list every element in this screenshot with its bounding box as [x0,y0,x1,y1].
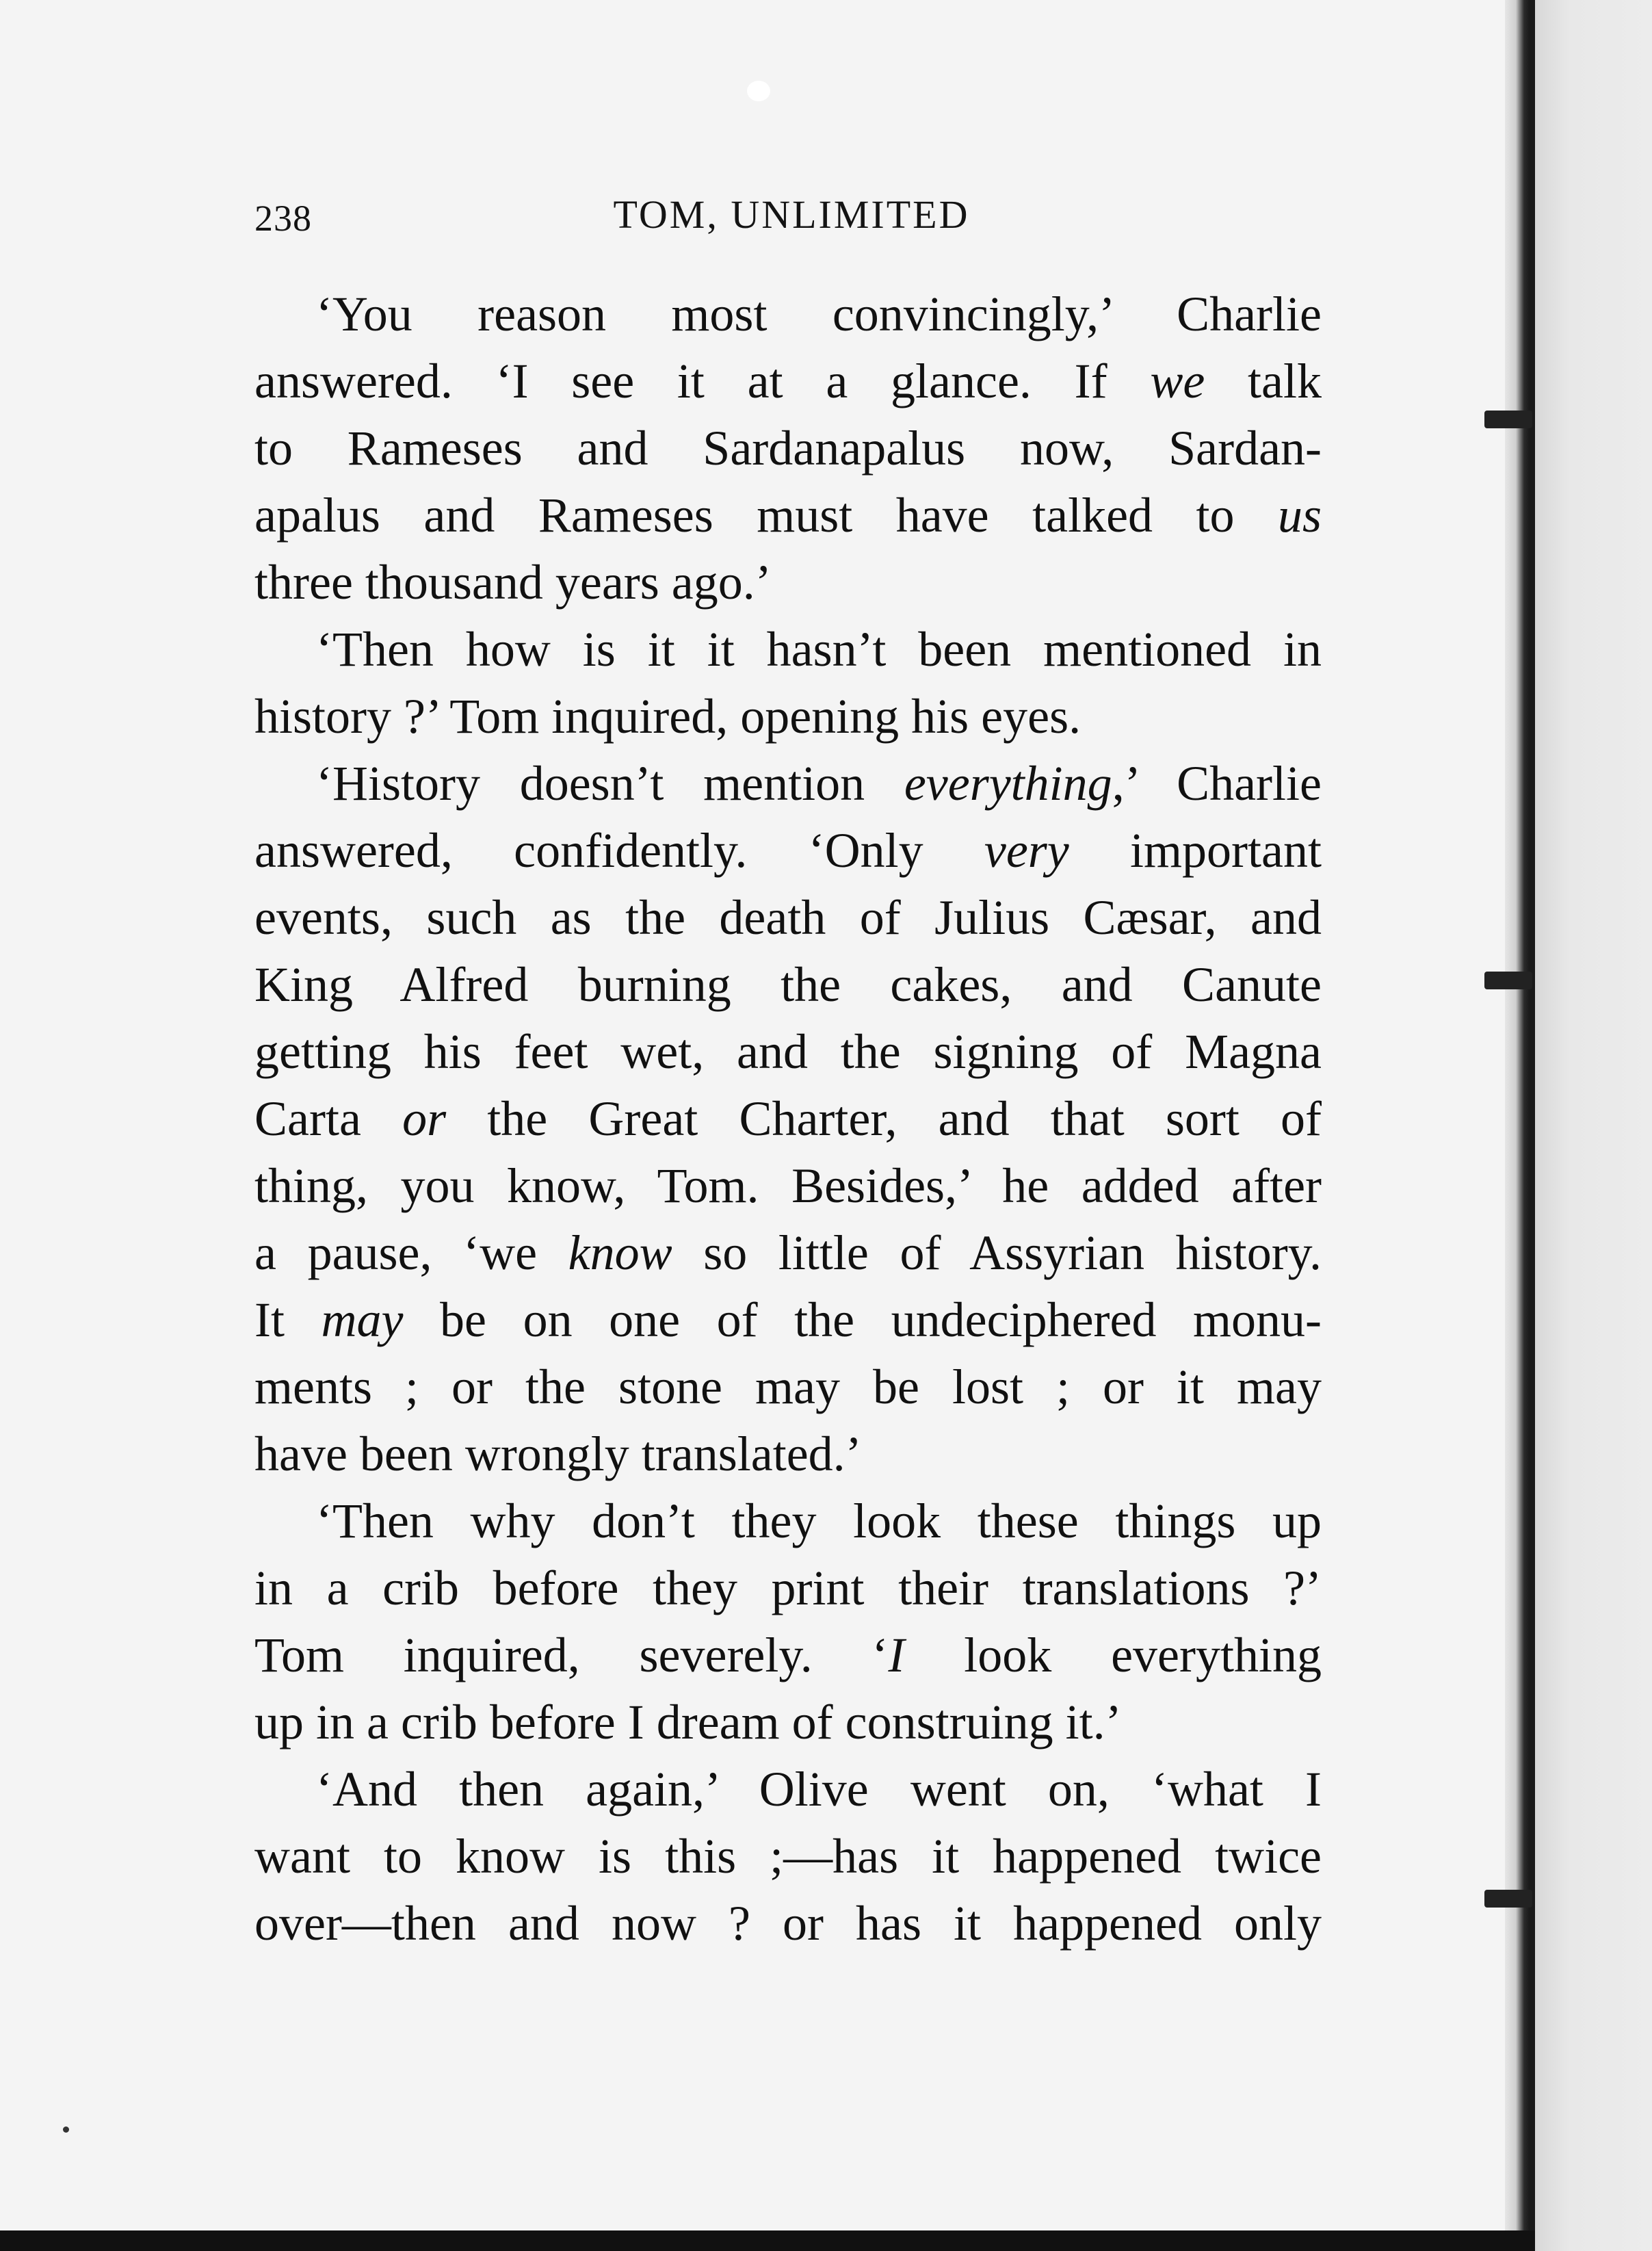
binding-mark [1484,972,1532,989]
text-line [254,750,1322,817]
text-line [254,1487,1322,1554]
text-run: up in a crib before I dream of construing it.’ [254,1695,1122,1749]
text-line [254,415,1322,482]
text-run: apalus and Rameses must have talked to [254,488,1278,543]
text-line [254,281,1322,348]
text-line [254,1622,1322,1689]
italic-word: us [1277,488,1322,543]
italic-word: everything [904,756,1112,811]
italic-word: may [321,1292,404,1347]
text-line [254,1353,1322,1420]
text-run: look everything [904,1628,1322,1682]
text-run: Tom inquired, severely. ‘ [254,1628,889,1682]
text-run: answered, confidently. ‘Only [254,823,984,878]
text-line [254,683,1322,750]
text-line [254,348,1322,415]
text-line [254,549,1322,616]
text-run: the Great Charter, and that sort of [446,1091,1322,1146]
text-run: in a crib before they print their translations ?’ [254,1561,1322,1615]
text-run: answered. ‘I see it at a glance. If [254,354,1151,408]
running-head [254,192,1328,246]
text-line [254,1823,1322,1890]
dust-speck [747,81,770,101]
text-run: ‘And then again,’ Olive went on, ‘what I [316,1762,1322,1817]
text-line [254,1018,1322,1085]
text-line [254,1554,1322,1622]
text-line [254,482,1322,549]
text-line [254,1689,1322,1756]
text-run: ‘Then why don’t they look these things up [316,1494,1322,1548]
text-line [254,616,1322,683]
facing-page-edge [1535,0,1652,2251]
text-run: getting his feet wet, and the signing of Magna [254,1024,1322,1079]
text-run: have been wrongly translated.’ [254,1427,862,1481]
text-run: to Rameses and Sardanapalus now, Sardan- [254,421,1322,476]
text-run: three thousand years ago.’ [254,555,772,610]
text-run: ‘History doesn’t mention [316,756,904,811]
text-run: so little of Assyrian history. [672,1225,1322,1280]
text-run: events, such as the death of Julius Cæsar, and [254,890,1322,945]
italic-word: we [1150,354,1205,408]
text-line [254,1219,1322,1286]
running-title: TOM, UNLIMITED [613,192,970,237]
page-number: 238 [254,198,312,239]
text-line [254,1420,1322,1487]
text-run: ‘Then how is it it hasn’t been mentioned in [316,622,1322,677]
binding-mark [1484,411,1532,428]
body-text [254,281,1322,1957]
text-run: ,’ Charlie [1112,756,1322,811]
text-run: over—then and now ? or has it happened only [254,1896,1322,1951]
italic-word: very [984,823,1069,878]
italic-word: know [568,1225,672,1280]
text-line [254,1085,1322,1152]
gutter-edge [1530,0,1535,2251]
text-run: a pause, ‘we [254,1225,568,1280]
text-run: talk [1205,354,1322,408]
binding-mark [1484,1890,1532,1908]
text-run: King Alfred burning the cakes, and Canute [254,957,1322,1012]
italic-word: or [402,1091,447,1146]
text-run: history ?’ Tom inquired, opening his eyes. [254,689,1081,744]
text-run: ‘You reason most convincingly,’ Charlie [316,287,1322,341]
italic-word: I [888,1628,905,1682]
scan-bottom-edge [0,2230,1535,2251]
book-gutter [1505,0,1532,2251]
text-run: It [254,1292,322,1347]
text-run: Carta [254,1091,403,1146]
text-line [254,884,1322,951]
text-line [254,1890,1322,1957]
text-run: thing, you know, Tom. Besides,’ he added after [254,1158,1322,1213]
text-run: want to know is this ;—has it happened twice [254,1829,1322,1884]
text-line [254,951,1322,1018]
text-run: important [1068,823,1322,878]
text-run: ments ; or the stone may be lost ; or it may [254,1359,1322,1414]
dust-speck [63,2126,69,2133]
text-line [254,1756,1322,1823]
text-run: be on one of the undeciphered monu- [403,1292,1322,1347]
text-line [254,817,1322,884]
text-line [254,1152,1322,1219]
text-line [254,1286,1322,1353]
